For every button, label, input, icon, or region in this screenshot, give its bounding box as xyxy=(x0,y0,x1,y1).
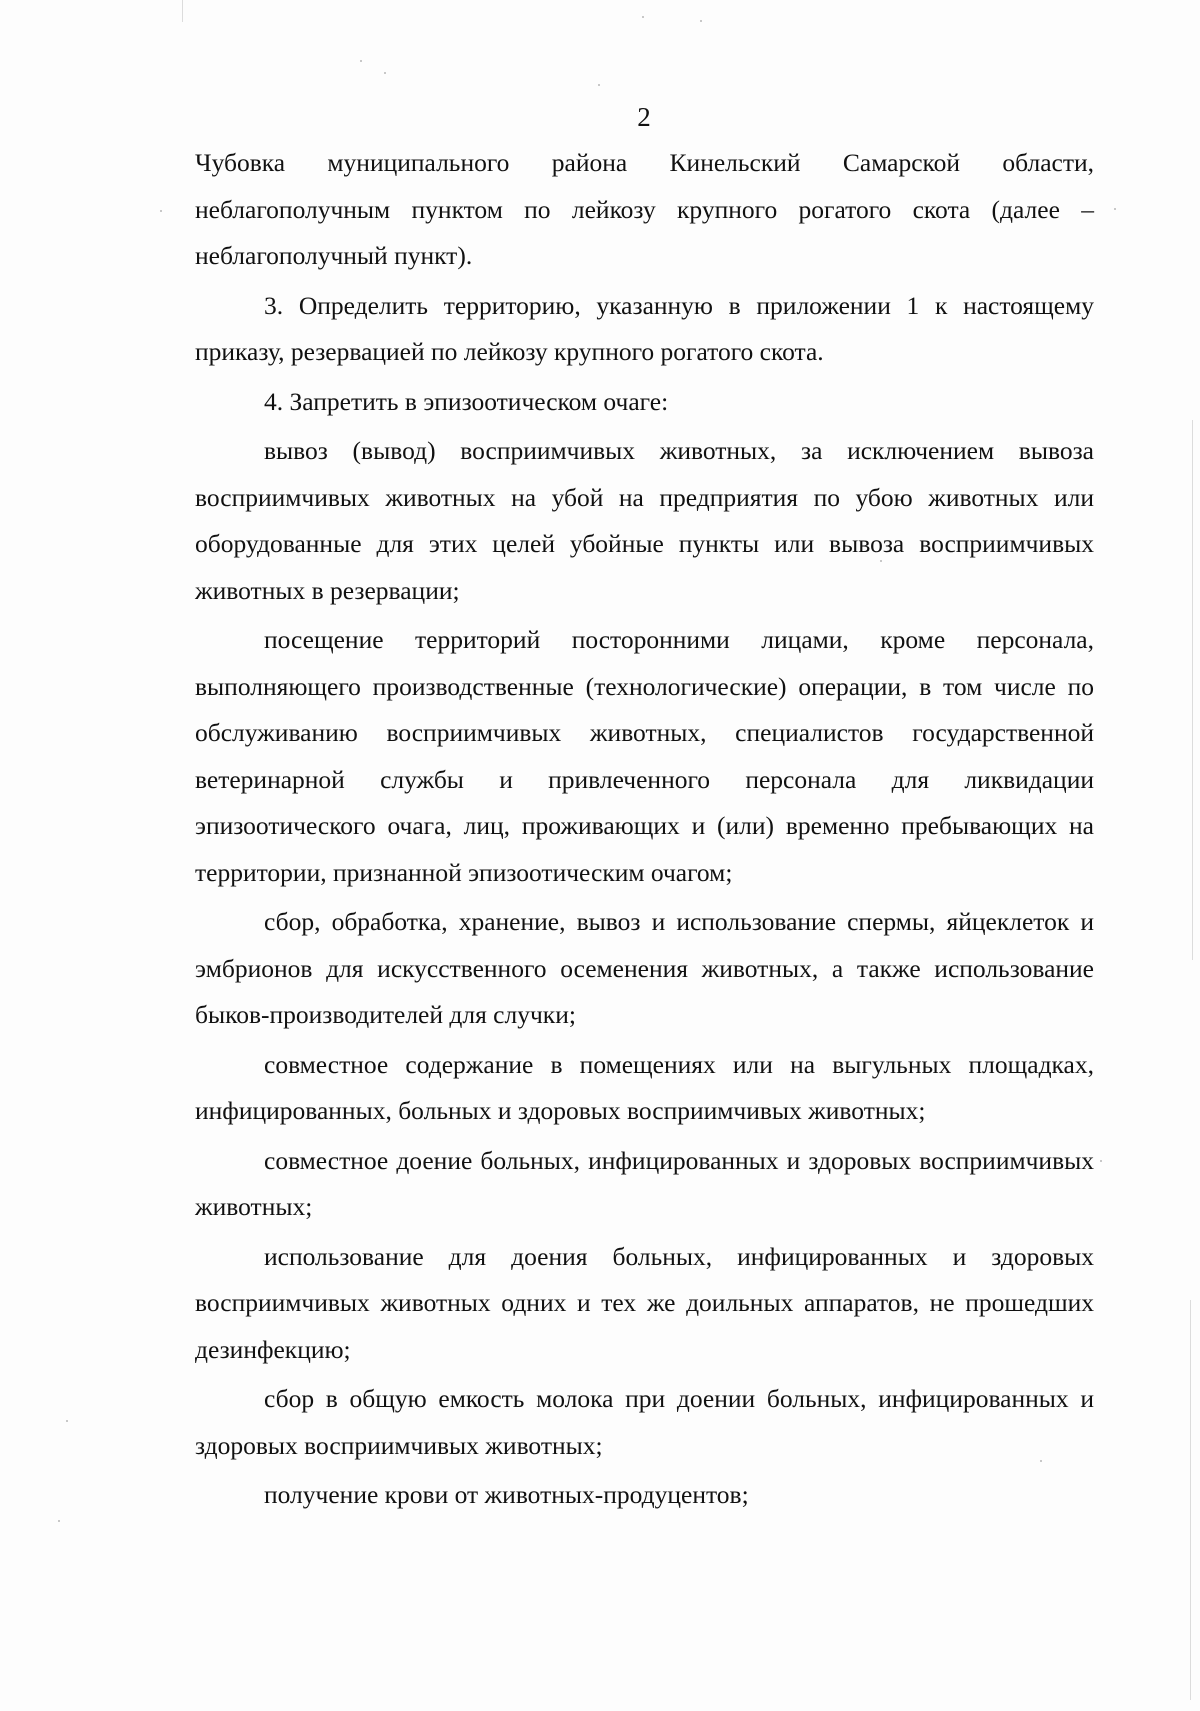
page-number: 2 xyxy=(637,102,651,132)
document-body xyxy=(195,140,1094,1519)
paragraph-prohibition: использование для доения больных, инфицированных и здоровых восприимчивых животных одних и тех же доильных аппаратов, не прошедших дезинфекцию; xyxy=(195,1241,1094,1364)
scan-speck xyxy=(58,1520,60,1522)
paragraph-prohibition: совместное доение больных, инфицированных и здоровых восприимчивых животных; xyxy=(195,1145,1094,1221)
paragraph-item-4: 4. Запретить в эпизоотическом очаге: xyxy=(264,386,669,416)
paragraph-prohibition: сбор, обработка, хранение, вывоз и использование спермы, яйцеклеток и эмбрионов для искусственного осеменения животных, а также использование быков-производителей для случки; xyxy=(195,907,1094,1029)
paragraph-continuation: Чубовка муниципального района Кинельский Самарской области, неблагополучным пунктом по лейкозу крупного рогатого скота (далее – неблагополучный пункт). xyxy=(195,148,1094,270)
scan-edge-line xyxy=(1190,1300,1191,1700)
scan-speck xyxy=(642,16,644,18)
scan-speck xyxy=(700,20,702,22)
paragraph-prohibition: совместное содержание в помещениях или на выгульных площадках, инфицированных, больных и здоровых восприимчивых животных; xyxy=(195,1049,1094,1125)
scan-speck xyxy=(66,1420,68,1422)
scan-speck xyxy=(360,60,362,62)
scan-edge-line xyxy=(182,0,183,22)
paragraph-item-3: 3. Определить территорию, указанную в приложении 1 к настоящему приказу, резервацией по лейкозу крупного рогатого скота. xyxy=(195,290,1094,366)
paragraph-prohibition: получение крови от животных-продуцентов; xyxy=(264,1480,749,1509)
scan-speck xyxy=(1100,1160,1102,1162)
scan-speck xyxy=(1114,208,1116,210)
paragraph-prohibition: вывоз (вывод) восприимчивых животных, за исключением вывоза восприимчивых животных на убой на предприятия по убою животных или оборудованные для этих целей убойные пункты или вывоза восприимчивых животных в резервации; xyxy=(195,436,1094,605)
paragraph-prohibition: сбор в общую емкость молока при доении больных, инфицированных и здоровых восприимчивых животных; xyxy=(195,1384,1094,1460)
scan-speck xyxy=(384,72,386,74)
scan-speck xyxy=(598,84,600,86)
paragraph-prohibition: посещение территорий посторонними лицами, кроме персонала, выполняющего производственные (технологические) операции, в том числе по обслуживанию восприимчивых животных, специалистов государственной ветеринарной службы и привлеченного персонала для ликвидации эпизоотического очага, лиц, проживающих и (или) временно пребывающих на территории, признанной эпизоотическим очагом; xyxy=(195,625,1094,887)
scan-edge-line xyxy=(1192,420,1193,960)
scan-speck xyxy=(160,210,162,212)
